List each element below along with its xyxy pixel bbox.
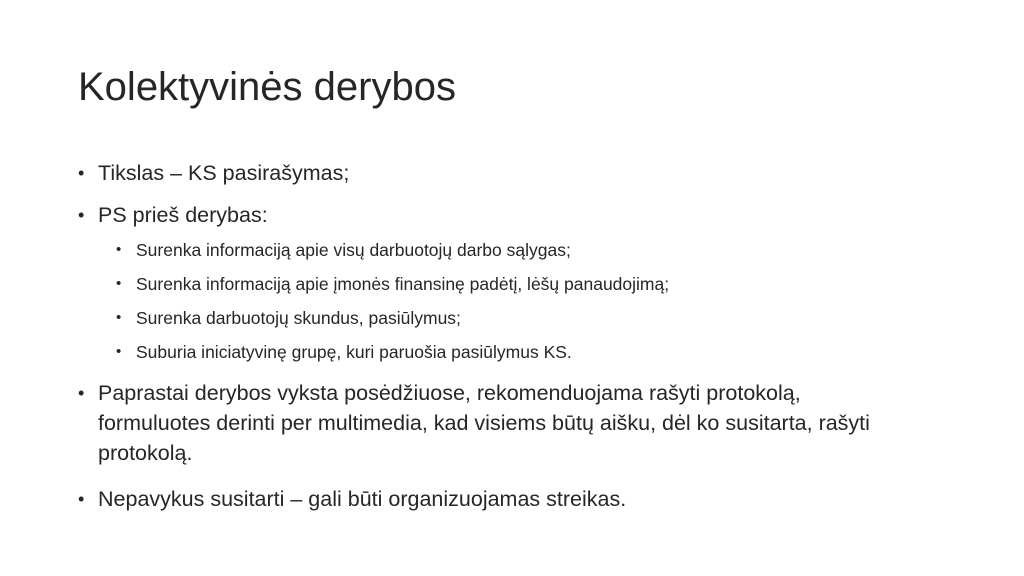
bullet-marker: • — [116, 275, 122, 292]
bullet-text: Surenka informaciją apie įmonės finansinę padėtį, lėšų panaudojimą; — [136, 274, 670, 294]
slide-title: Kolektyvinės derybos — [78, 65, 456, 109]
bullet-marker: • — [116, 309, 122, 326]
bullet-text: Suburia iniciatyvinę grupę, kuri paruošia pasiūlymus KS. — [136, 342, 572, 362]
bullet-marker: • — [78, 205, 85, 225]
bullet-marker: • — [78, 163, 85, 183]
bullet-text: PS prieš derybas: — [98, 203, 268, 227]
bullet-text: Paprastai derybos vyksta posėdžiuose, rekomenduojama rašyti protokolą, formuluotes derinti per multimedia, kad visiems būtų aišku, dėl ko susitarta, rašyti protokolą. — [98, 381, 870, 465]
bullet-text: Surenka informaciją apie visų darbuotojų darbo sąlygas; — [136, 240, 571, 260]
bullet-text: Tikslas – KS pasirašymas; — [98, 161, 350, 185]
bullet-marker: • — [116, 343, 122, 360]
bullet-text: Nepavykus susitarti – gali būti organizuojamas streikas. — [98, 487, 627, 511]
bullet-text: Surenka darbuotojų skundus, pasiūlymus; — [136, 308, 461, 328]
bullet-marker: • — [78, 383, 85, 403]
bullet-marker: • — [78, 489, 85, 509]
bullet-marker: • — [116, 241, 122, 258]
